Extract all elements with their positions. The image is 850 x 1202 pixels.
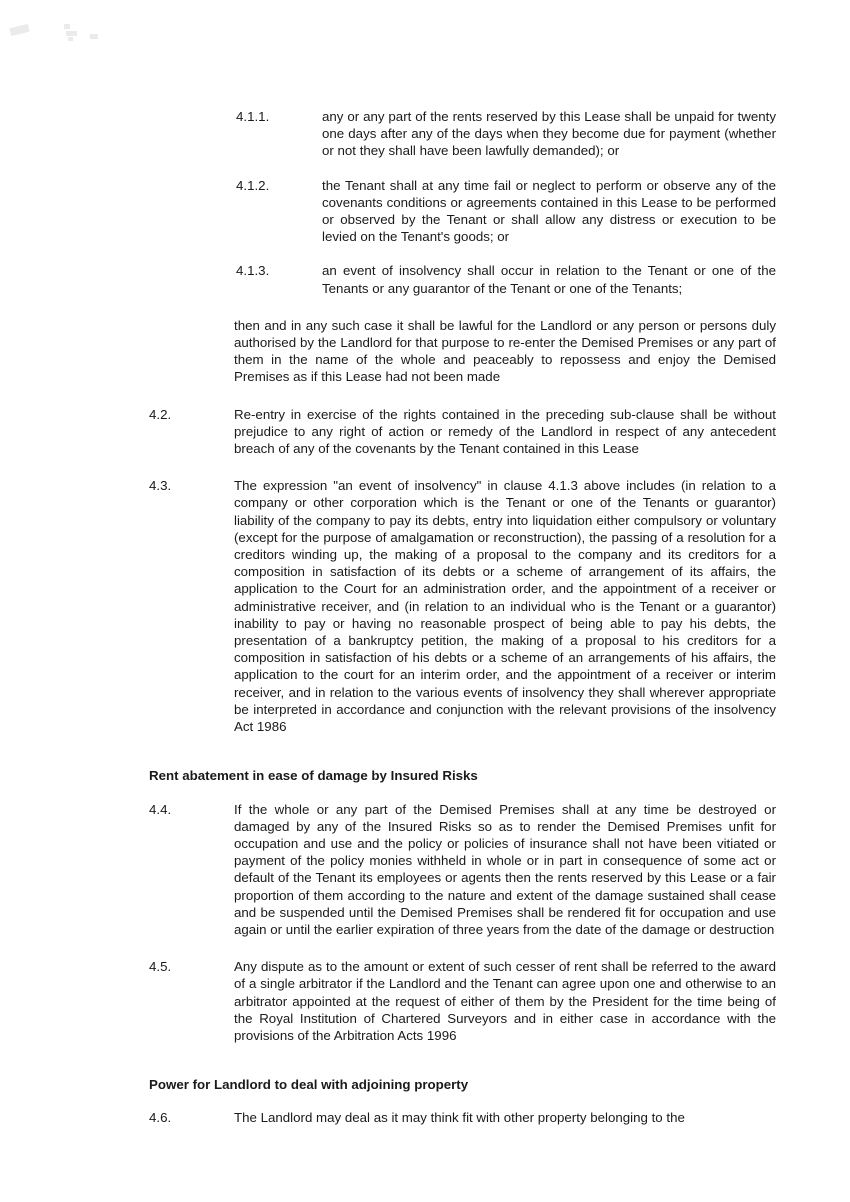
scan-artifact-speckle bbox=[68, 37, 73, 41]
clause-number: 4.1.1. bbox=[236, 109, 270, 124]
clause-text: any or any part of the rents reserved by this Lease shall be unpaid for twenty one days after any of the days when they become due for payment (whether or not they shall have been lawfully demanded); or bbox=[322, 109, 776, 159]
clause-number: 4.5. bbox=[149, 959, 172, 975]
clause-text: Any dispute as to the amount or extent of such cesser of rent shall be referred to the award of a single arbitrator if the Landlord and the Tenant can agree upon one and otherwise to an arbitrator appointed at the request of either of them by the President for the time being of the Royal Institution of Chartered Surveyors and in either case in accordance with the provisions of the Arbitration Acts 1996 bbox=[234, 959, 776, 1043]
clause-text: The Landlord may deal as it may think fit with other property belonging to the bbox=[234, 1110, 685, 1126]
clause-row bbox=[149, 958, 776, 1044]
scan-artifact-speckle bbox=[90, 34, 98, 39]
clause-row bbox=[149, 801, 776, 939]
clause-row bbox=[149, 1109, 776, 1126]
scan-artifact-speckle bbox=[66, 31, 77, 36]
clause-text: the Tenant shall at any time fail or neglect to perform or observe any of the covenants conditions or agreements contained in this Lease to be performed or observed by the Tenant or shall allow any distress or execution to be levied on the Tenant's goods; or bbox=[322, 177, 776, 245]
clause-row bbox=[149, 406, 776, 458]
scan-artifact-speckle bbox=[64, 24, 70, 29]
clause-row bbox=[149, 177, 776, 246]
clause-text: The expression "an event of insolvency" in clause 4.1.3 above includes (in relation to a company or other corporation which is the Tenant or one of the Tenants or guarantor) liability of the company to pay its debts, entry into liquidation either compulsory or voluntary (except for the purpose of amalgamation or reconstruction), the passing of a resolution for a creditors winding up, the making of a proposal to the company and its creditors for a composition in satisfaction of its debts or a scheme of arrangement of its affairs, the application to the Court for an administration order, and the appointment of a receiver or administrative receiver, and (in relation to an individual who is the Tenant or a guarantor) inability to pay or having no reasonable prospect of being able to pay his debts, the presentation of a bankruptcy petition, the making of a proposal to his creditors for a composition in satisfaction of his debts or a scheme of an arrangements of his affairs, the application to the court for an interim order, and the appointment of a receiver or interim receiver, and in relation to the various events of insolvency they shall wherever appropriate be interpreted in accordance and conjunction with the relevant provisions of the insolvency Act 1986 bbox=[234, 478, 776, 735]
clause-text: If the whole or any part of the Demised Premises shall at any time be destroyed or damaged by any of the Insured Risks so as to render the Demised Premises unfit for occupation and use and the policy or policies of insurance shall not have been vitiated or payment of the policy monies withheld in whole or in part in consequence of some act or default of the Tenant its employees or agents then the rents reserved by this Lease or a fair proportion of them according to the nature and extent of the damage sustained shall cease and be suspended until the Demised Premises shall be rendered fit for occupation and use again or until the earlier expiration of three years from the date of the damage or destruction bbox=[234, 801, 776, 937]
clause-row bbox=[149, 477, 776, 735]
clause-continuation-text: then and in any such case it shall be lawful for the Landlord or any person or persons duly authorised by the Landlord for that purpose to re-enter the Demised Premises or any part of them in the name of the whole and peaceably to repossess and enjoy the Demised Premises as if this Lease had not been made bbox=[234, 317, 776, 385]
clause-number: 4.1.3. bbox=[236, 263, 270, 279]
section-heading: Power for Landlord to deal with adjoining property bbox=[149, 1077, 469, 1093]
clause-number: 4.3. bbox=[149, 478, 172, 494]
section-heading: Rent abatement in ease of damage by Insured Risks bbox=[149, 768, 478, 784]
clause-text: Re-entry in exercise of the rights contained in the preceding sub-clause shall be without prejudice to any right of action or remedy of the Landlord in respect of any antecedent breach of any of the covenants by the Tenant contained in this Lease bbox=[234, 406, 776, 457]
document-body bbox=[149, 108, 776, 1144]
clause-number: 4.4. bbox=[149, 801, 172, 817]
clause-row bbox=[149, 262, 776, 296]
clause-text: an event of insolvency shall occur in relation to the Tenant or one of the Tenants or any guarantor of the Tenant or one of the Tenants; bbox=[322, 263, 776, 296]
clause-number: 4.2. bbox=[149, 406, 172, 422]
clause-row bbox=[149, 108, 776, 160]
scan-artifact-speckle bbox=[9, 24, 29, 36]
clause-number: 4.6. bbox=[149, 1110, 172, 1126]
clause-number: 4.1.2. bbox=[236, 177, 270, 193]
